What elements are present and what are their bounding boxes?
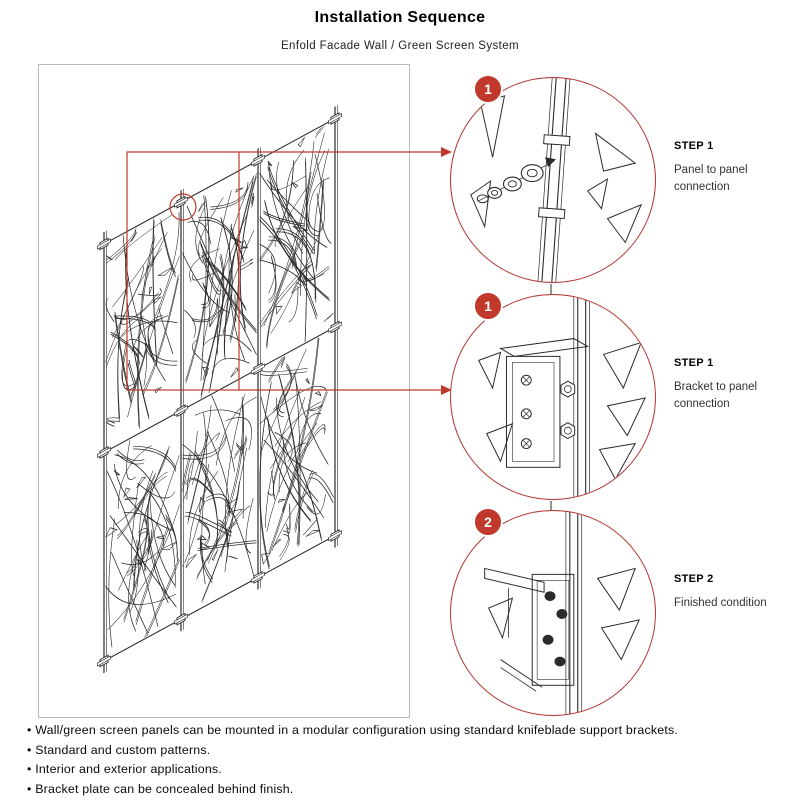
detail-circle-bracket-to-panel (450, 294, 656, 500)
step-2-text-block (674, 573, 794, 612)
detail-callout-finished-condition (450, 507, 800, 721)
detail-callout-panel-to-panel (450, 74, 800, 288)
note-item: • Standard and custom patterns. (27, 741, 777, 761)
page-subtitle: Enfold Facade Wall / Green Screen System (280, 40, 519, 52)
detail-circle-panel-to-panel (450, 77, 656, 283)
note-item: • Interior and exterior applications. (27, 760, 777, 780)
finished-condition-detail-drawing (451, 511, 655, 715)
step-label: STEP 1 (674, 357, 714, 369)
step-2-badge-icon: 2 (473, 507, 503, 537)
notes-list (27, 721, 777, 799)
detail-circle-finished-condition (450, 510, 656, 716)
step-description: Panel to panel connection (674, 164, 748, 194)
bracket-to-panel-detail-drawing (451, 295, 655, 499)
step-label: STEP 1 (674, 140, 714, 152)
panel-to-panel-detail-drawing (451, 78, 655, 282)
step-label: STEP 2 (674, 573, 714, 585)
page-title: Installation Sequence (314, 9, 486, 26)
step-1b-text-block (674, 357, 794, 414)
step-1-badge-icon: 1 (473, 74, 503, 104)
step-1b-badge-icon: 1 (473, 291, 503, 321)
step-description: Finished condition (674, 597, 767, 609)
step-description: Bracket to panel connection (674, 381, 758, 411)
note-item: • Bracket plate can be concealed behind finish. (27, 780, 777, 800)
note-item: • Wall/green screen panels can be mounted in a modular configuration using standard knifeblade support brackets. (27, 721, 777, 741)
detail-callout-bracket-to-panel (450, 291, 800, 505)
step-1-text-block (674, 140, 794, 197)
panel-elevation-frame (38, 64, 410, 718)
